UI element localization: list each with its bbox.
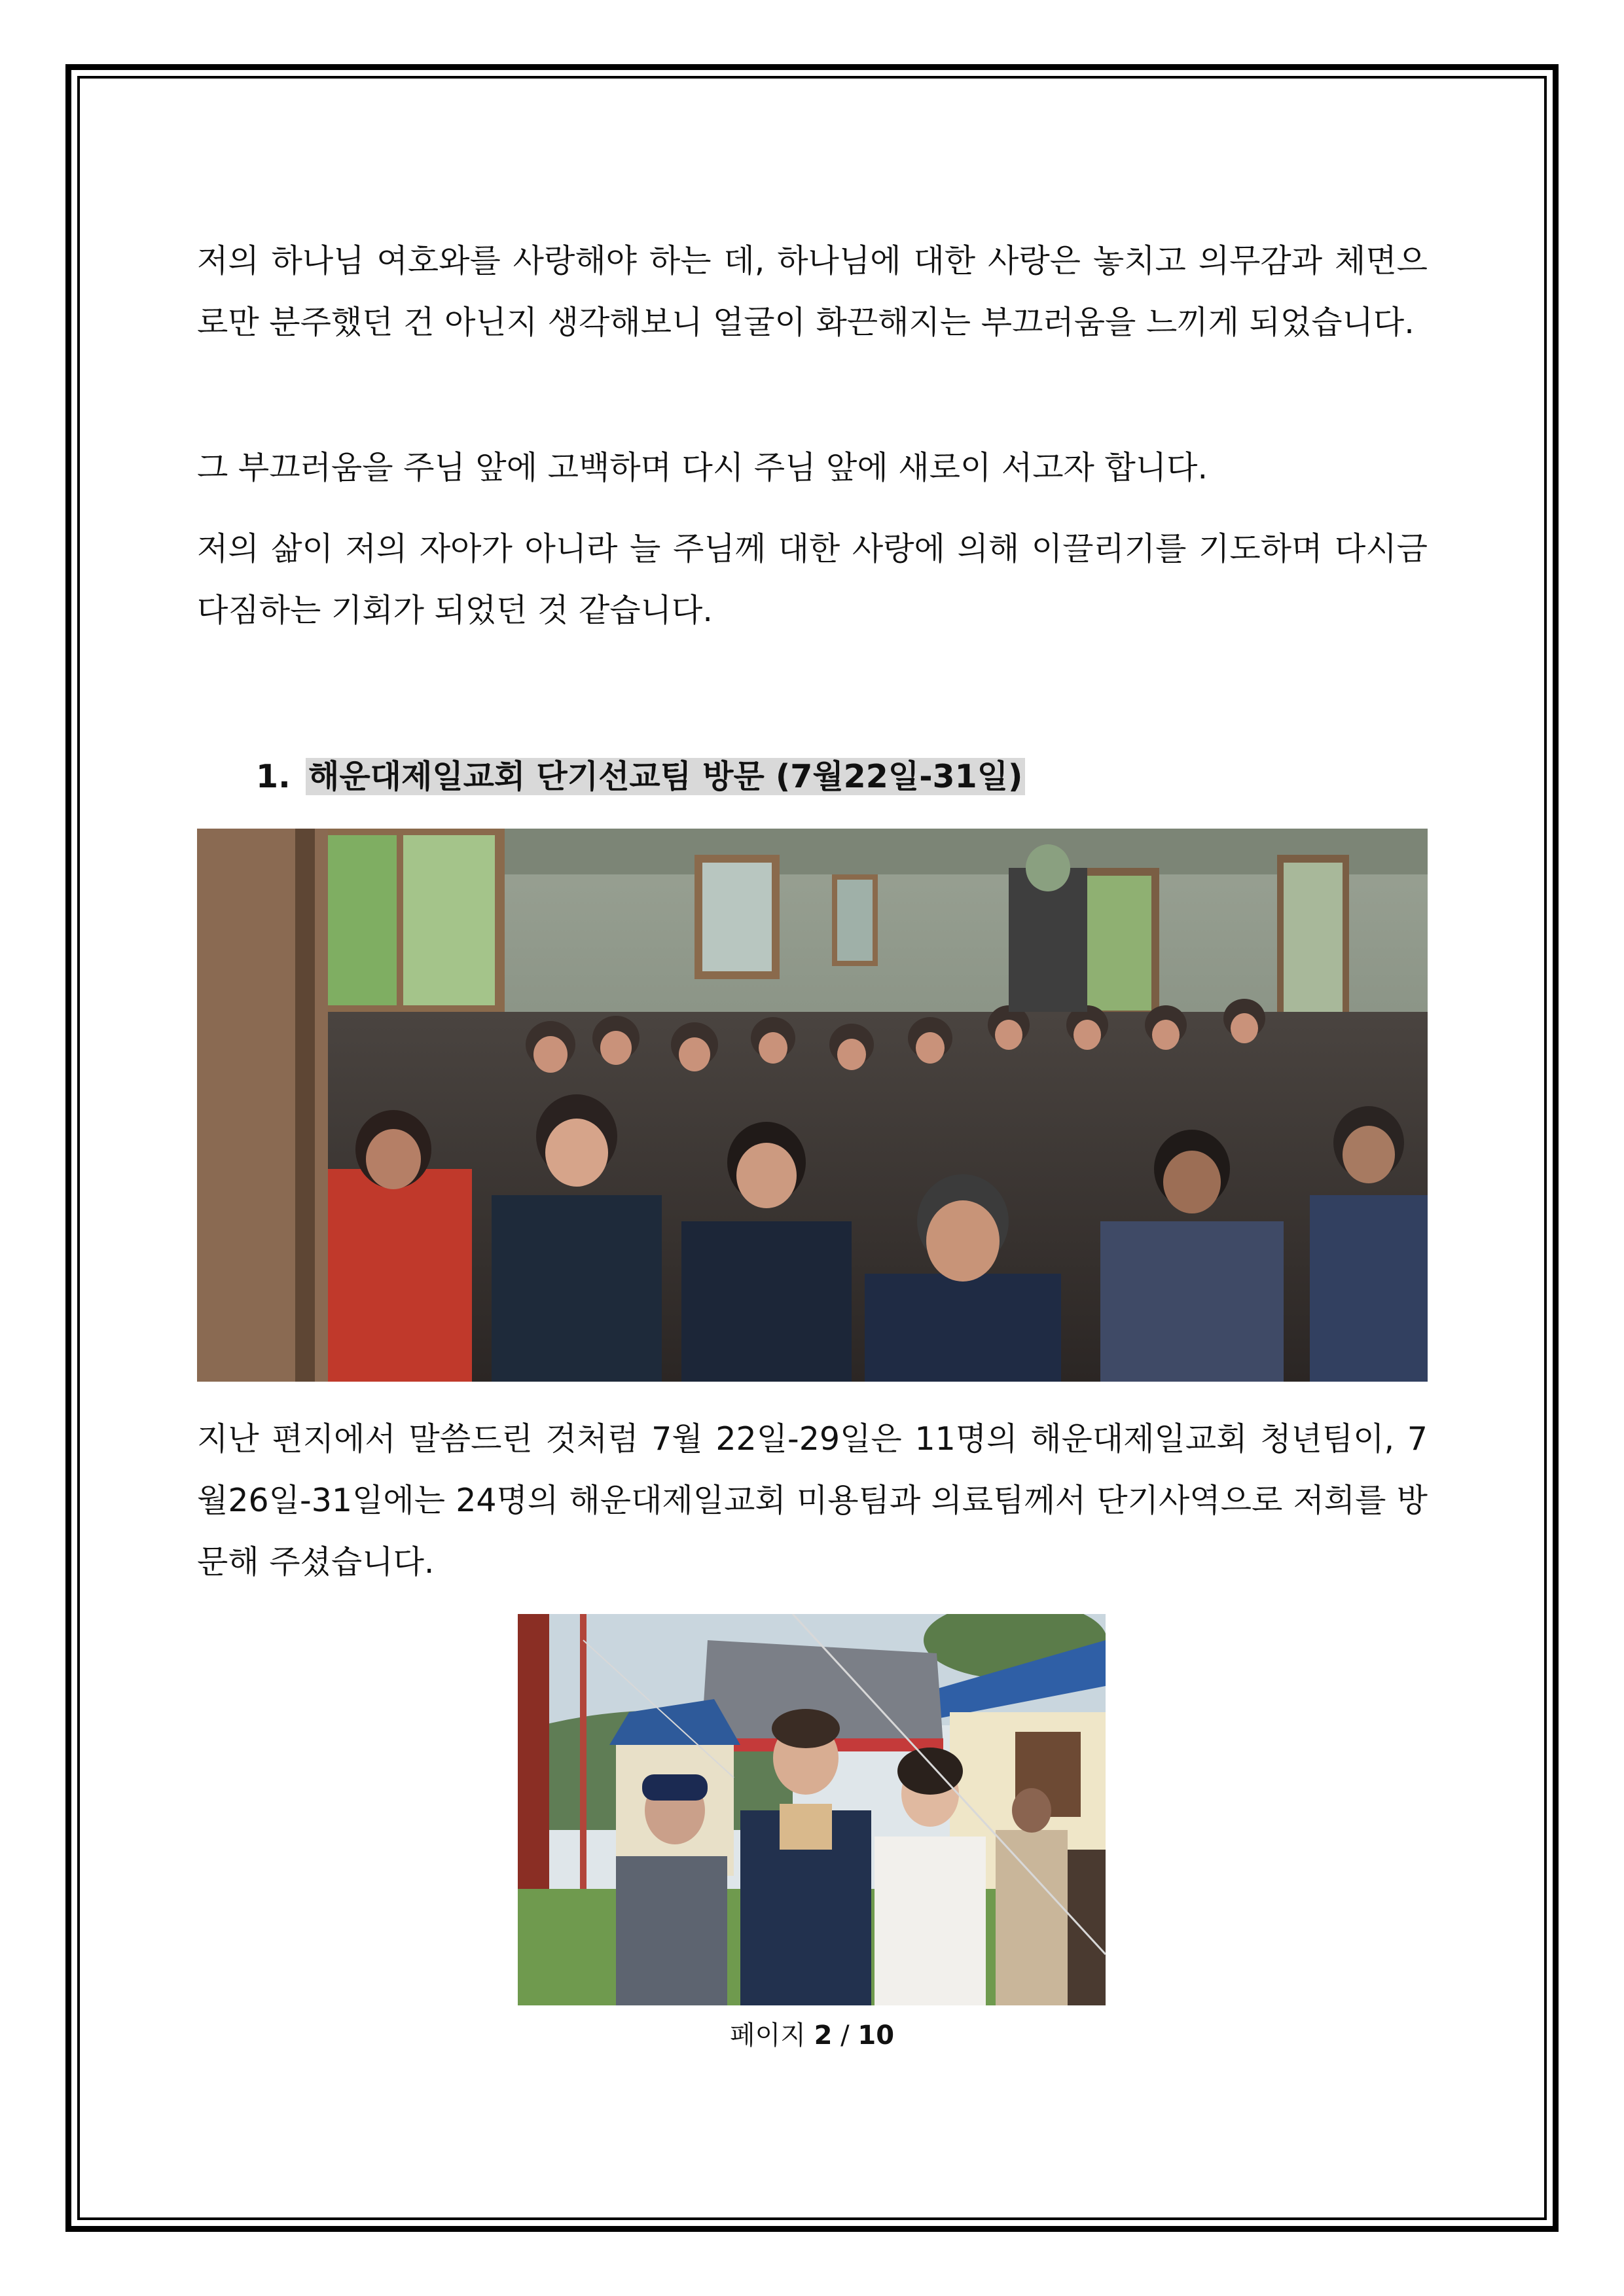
- paragraph-confession: 그 부끄러움을 주님 앞에 고백하며 다시 주님 앞에 새로이 서고자 합니다.: [197, 449, 1208, 486]
- section-number: 1.: [256, 758, 291, 795]
- photo-team-outdoors: [518, 1614, 1106, 2005]
- photo-church-gathering: [197, 829, 1428, 1382]
- footer-label: 페이지: [729, 2020, 806, 2051]
- paragraph-prayer: 저의 삶이 저의 자아가 아니라 늘 주님께 대한 사랑에 의해 이끌리기를 기도하며 다시금 다짐하는 기회가 되었던 것 같습니다.: [197, 530, 1428, 629]
- page-footer: [0, 2016, 1624, 2055]
- footer-separator: /: [840, 2020, 850, 2051]
- section-heading: [256, 747, 1025, 806]
- footer-total-pages: 10: [857, 2020, 895, 2051]
- section-title: 해운대제일교회 단기선교팀 방문 (7월22일-31일): [306, 758, 1025, 795]
- paragraph-reflection: 저의 하나님 여호와를 사랑해야 하는 데, 하나님에 대한 사랑은 놓치고 의무감과 체면으로만 분주했던 건 아닌지 생각해보니 얼굴이 화끈해지는 부끄러움을 느끼게 되었습니다.: [197, 242, 1428, 341]
- footer-current-page: 2: [814, 2020, 833, 2051]
- paragraph-visit: 지난 편지에서 말씀드린 것처럼 7월 22일-29일은 11명의 해운대제일교회 청년팀이, 7월26일-31일에는 24명의 해운대제일교회 미용팀과 의료팀께서 단기사역으로 저희를 방문해 주셨습니다.: [197, 1420, 1428, 1581]
